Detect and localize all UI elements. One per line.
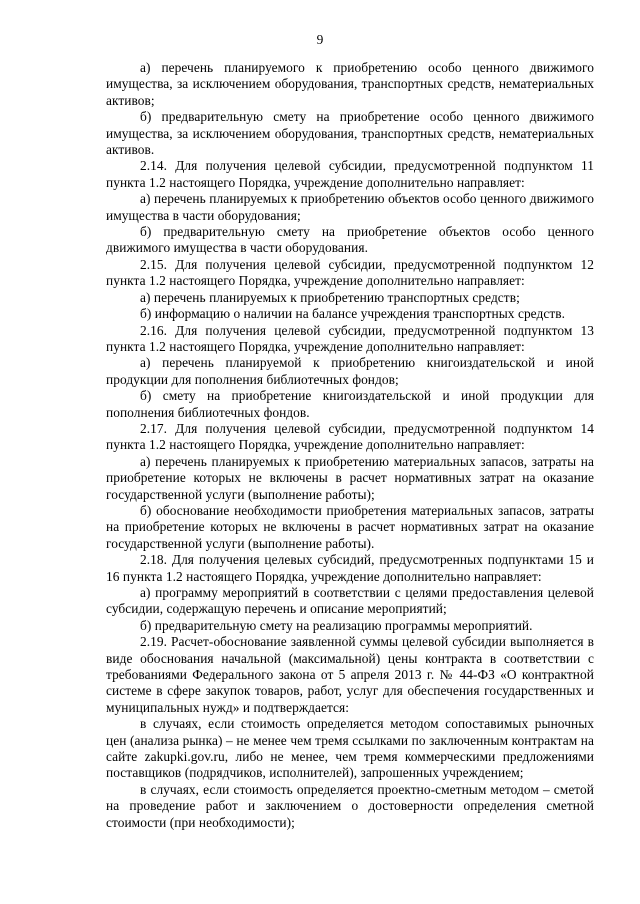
paragraph-2-17: 2.17. Для получения целевой субсидии, предусмотренной подпунктом 14 пункта 1.2 настоящего Порядка, учреждение дополнительно направляет: [106, 420, 594, 453]
paragraph-2-18-b: б) предварительную смету на реализацию программы мероприятий. [140, 617, 533, 633]
paragraph-2-16-b: б) смету на приобретение книгоиздательской и иной продукции для пополнения библиотечных фондов. [106, 388, 594, 420]
paragraph-2-17-a: а) перечень планируемых к приобретению материальных запасов, затраты на приобретение которых не включены в расчет нормативных затрат на оказание государственной услуги (выполнение работы); [106, 453, 594, 502]
paragraph-2-13-a: а) перечень планируемого к приобретению особо ценного движимого имущества, за исключением оборудования, транспортных средств, нематериальных активов; [106, 60, 594, 108]
paragraph-2-15-a: а) перечень планируемых к приобретению транспортных средств; [140, 289, 520, 305]
paragraph-2-17-b: б) обоснование необходимости приобретения материальных запасов, затраты на приобретение которых не включены в расчет нормативных затрат на оказание государственной услуги (выполнение работы). [106, 502, 594, 551]
paragraph-2-16: 2.16. Для получения целевой субсидии, предусмотренной подпунктом 13 пункта 1.2 настоящего Порядка, учреждение дополнительно направляет: [106, 322, 594, 354]
document-body [106, 60, 594, 831]
page-number: 9 [316, 32, 324, 47]
paragraph-2-14: 2.14. Для получения целевой субсидии, предусмотренной подпунктом 11 пункта 1.2 настоящего Порядка, учреждение дополнительно направляет: [106, 158, 594, 190]
paragraph-2-13-b: б) предварительную смету на приобретение особо ценного движимого имущества, за исключением оборудования, транспортных средств, нематериальных активов. [106, 109, 594, 158]
paragraph-2-15: 2.15. Для получения целевой субсидии, предусмотренной подпунктом 12 пункта 1.2 настоящего Порядка, учреждение дополнительно направляет: [106, 256, 594, 289]
paragraph-2-19-market-price: в случаях, если стоимость определяется методом сопоставимых рыночных цен (анализа рынка) – не менее чем тремя ссылками по заключенным контрактам на сайте zakupki.gov.ru, либо не менее, чем тремя коммерческими предложениями поставщиков (подрядчиков, исполнителей), запрошенных учреждением; [106, 716, 594, 781]
paragraph-2-14-b: б) предварительную смету на приобретение объектов особо ценного движимого имущества в части оборудования. [106, 224, 594, 256]
paragraph-2-19: 2.19. Расчет-обоснование заявленной суммы целевой субсидии выполняется в виде обоснования начальной (максимальной) цены контракта в соответствии с требованиями Федерального закона от 5 апреля 2013 г. № 44-ФЗ «О контрактной системе в сфере закупок товаров, работ, услуг для обеспечения государственных и муниципальных нужд» и подтверждается: [106, 634, 594, 715]
paragraph-2-18-a: а) программу мероприятий в соответствии с целями предоставления целевой субсидии, содержащую перечень и описание мероприятий; [106, 585, 594, 617]
paragraph-2-15-b: б) информацию о наличии на балансе учреждения транспортных средств. [140, 306, 566, 322]
paragraph-2-18: 2.18. Для получения целевых субсидий, предусмотренных подпунктами 15 и 16 пункта 1.2 настоящего Порядка, учреждение дополнительно направляет: [106, 552, 594, 584]
paragraph-2-19-estimate: в случаях, если стоимость определяется проектно-сметным методом – сметой на проведение работ и заключением о достоверности определения сметной стоимости (при необходимости); [106, 781, 594, 830]
paragraph-2-16-a: а) перечень планируемой к приобретению книгоиздательской и иной продукции для пополнения библиотечных фондов; [106, 355, 594, 387]
paragraph-2-14-a: а) перечень планируемых к приобретению объектов особо ценного движимого имущества в части оборудования; [106, 191, 594, 223]
